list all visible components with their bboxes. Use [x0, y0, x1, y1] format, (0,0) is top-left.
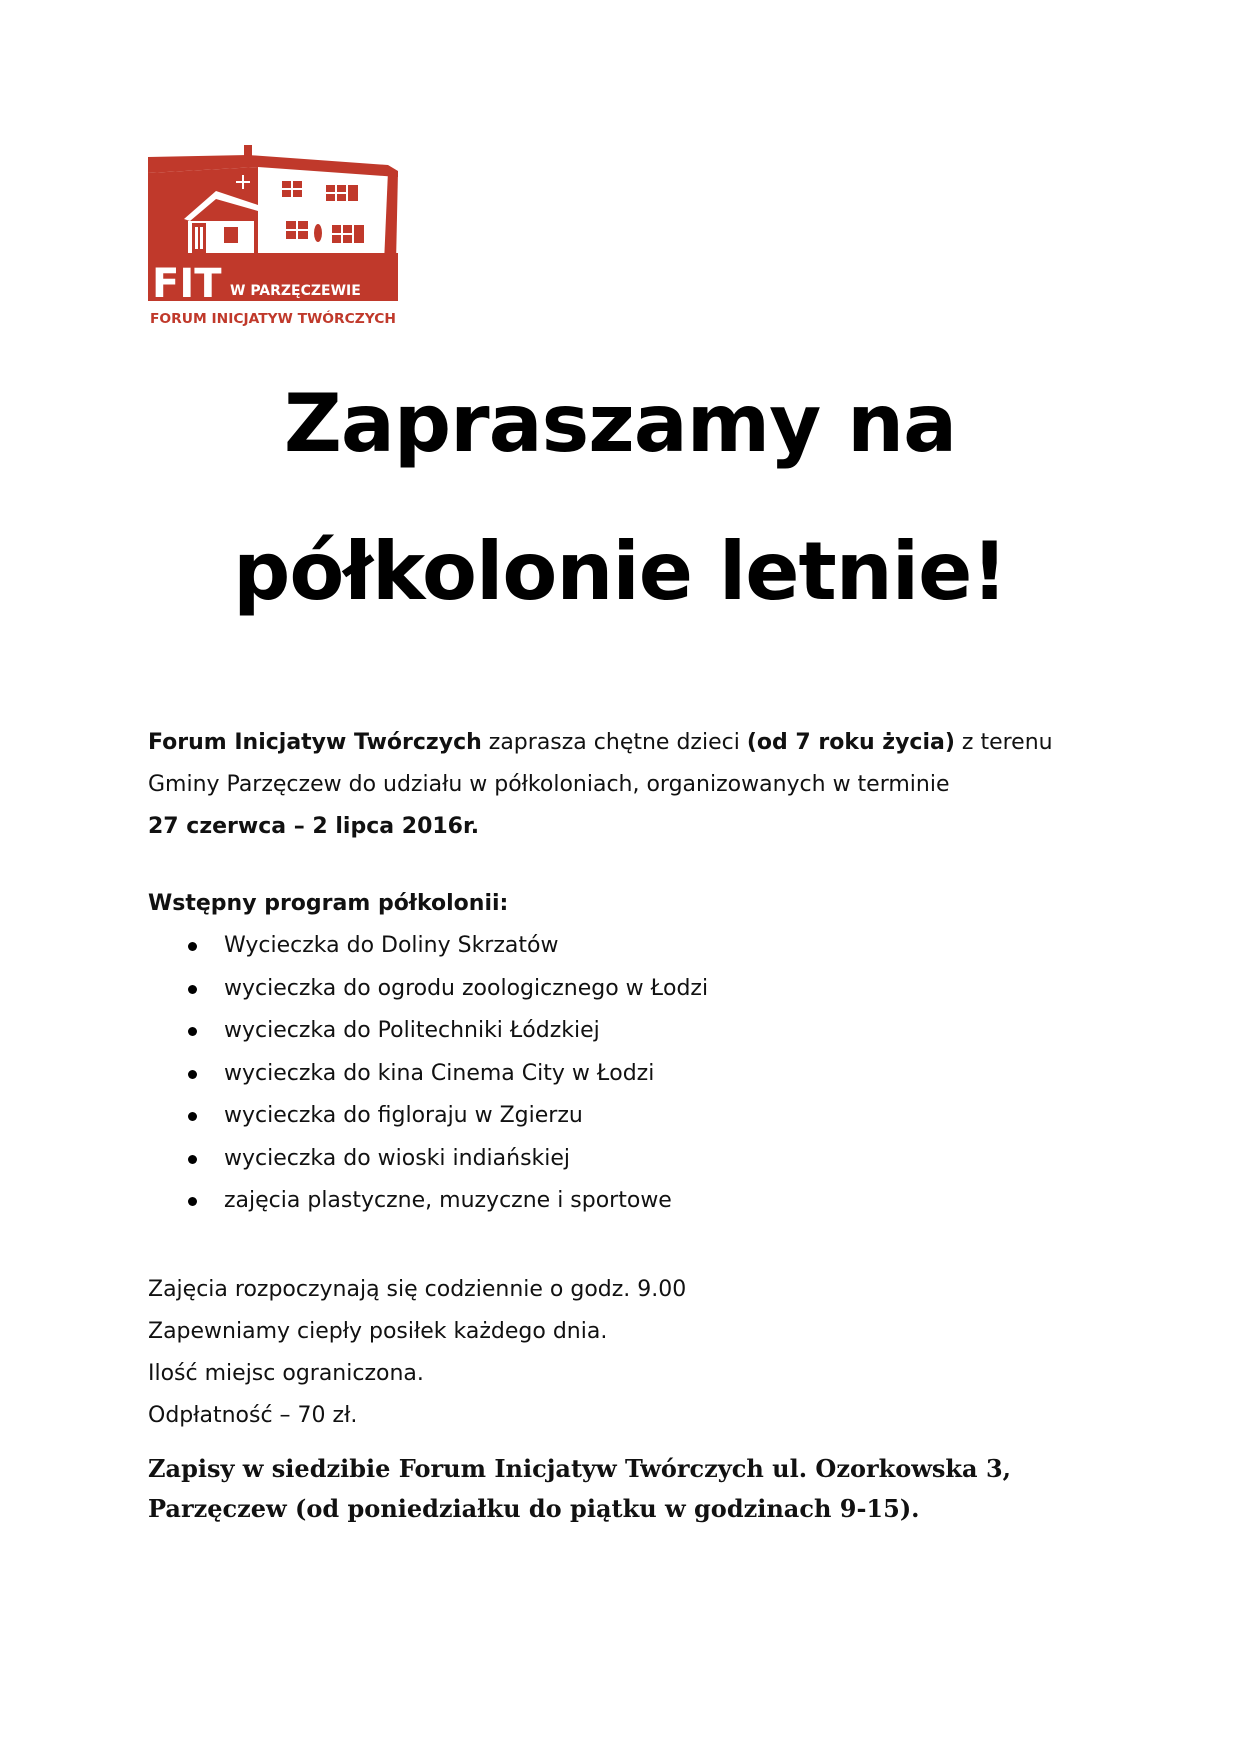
signup-info — [148, 1449, 1108, 1529]
list-item — [148, 968, 1108, 1011]
list-item — [148, 1180, 1108, 1223]
bullet-icon — [188, 942, 197, 951]
list-item-text: wycieczka do kina Cinema City w Łodzi — [224, 1060, 655, 1086]
list-item-text: Wycieczka do Doliny Skrzatów — [224, 933, 559, 958]
logo-title: FIT — [152, 261, 222, 307]
info-line-meal: Zapewniamy ciepły posiłek każdego dnia. — [148, 1319, 608, 1344]
list-item — [148, 1095, 1108, 1138]
info-line-fee: Odpłatność – 70 zł. — [148, 1403, 358, 1428]
list-item-text: zajęcia plastyczne, muzyczne i sportowe — [224, 1188, 672, 1213]
program-heading — [148, 883, 1108, 925]
bullet-icon — [188, 1027, 197, 1036]
list-item — [148, 925, 1108, 968]
info-line-places: Ilość miejsc ograniczona. — [148, 1361, 424, 1386]
page-title-line-1: Zapraszamy na — [283, 377, 957, 470]
intro-text: z terenu — [954, 730, 1053, 755]
list-item-text: wycieczka do wioski indiańskiej — [224, 1145, 571, 1171]
age-note: (od 7 roku życia) — [746, 730, 955, 755]
info-section — [148, 1269, 1108, 1437]
list-item — [148, 1010, 1108, 1053]
page-title-line-2: półkolonie letnie! — [233, 525, 1007, 618]
list-item — [148, 1053, 1108, 1096]
list-item — [148, 1138, 1108, 1181]
logo-caption: FORUM INICJATYW TWÓRCZYCH — [150, 312, 389, 327]
intro-paragraph — [148, 722, 1108, 848]
logo-subtitle: W PARZĘCZEWIE — [230, 283, 361, 299]
program-section — [148, 883, 1108, 1223]
list-item-text: wycieczka do ogrodu zoologicznego w Łodzi — [224, 975, 709, 1001]
fit-logo — [148, 145, 400, 339]
info-line-start-time: Zajęcia rozpoczynają się codziennie o godz. 9.00 — [148, 1277, 687, 1302]
dates-text: 27 czerwca – 2 lipca 2016r. — [148, 814, 480, 839]
org-name: Forum Inicjatyw Twórczych — [148, 730, 482, 755]
bullet-icon — [188, 1155, 197, 1164]
program-list — [148, 925, 1108, 1223]
bullet-icon — [188, 1197, 197, 1206]
bullet-icon — [188, 1112, 197, 1121]
signup-line-1: Zapisy w siedzibie Forum Inicjatyw Twórczych ul. Ozorkowska 3, — [148, 1454, 1012, 1483]
bullet-icon — [188, 985, 197, 994]
list-item-text: wycieczka do figloraju w Zgierzu — [224, 1103, 583, 1128]
list-item-text: wycieczka do Politechniki Łódzkiej — [224, 1018, 600, 1043]
signup-line-2: Parzęczew (od poniedziałku do piątku w godzinach 9-15). — [148, 1494, 920, 1523]
intro-line-1 — [148, 722, 1108, 764]
intro-text: zaprasza chętne dzieci — [481, 730, 747, 755]
program-heading-text: Wstępny program półkolonii: — [148, 891, 509, 916]
bullet-icon — [188, 1070, 197, 1079]
dates — [148, 806, 1108, 848]
intro-line-2: Gminy Parzęczew do udziału w półkoloniach, organizowanych w terminie — [148, 772, 950, 797]
